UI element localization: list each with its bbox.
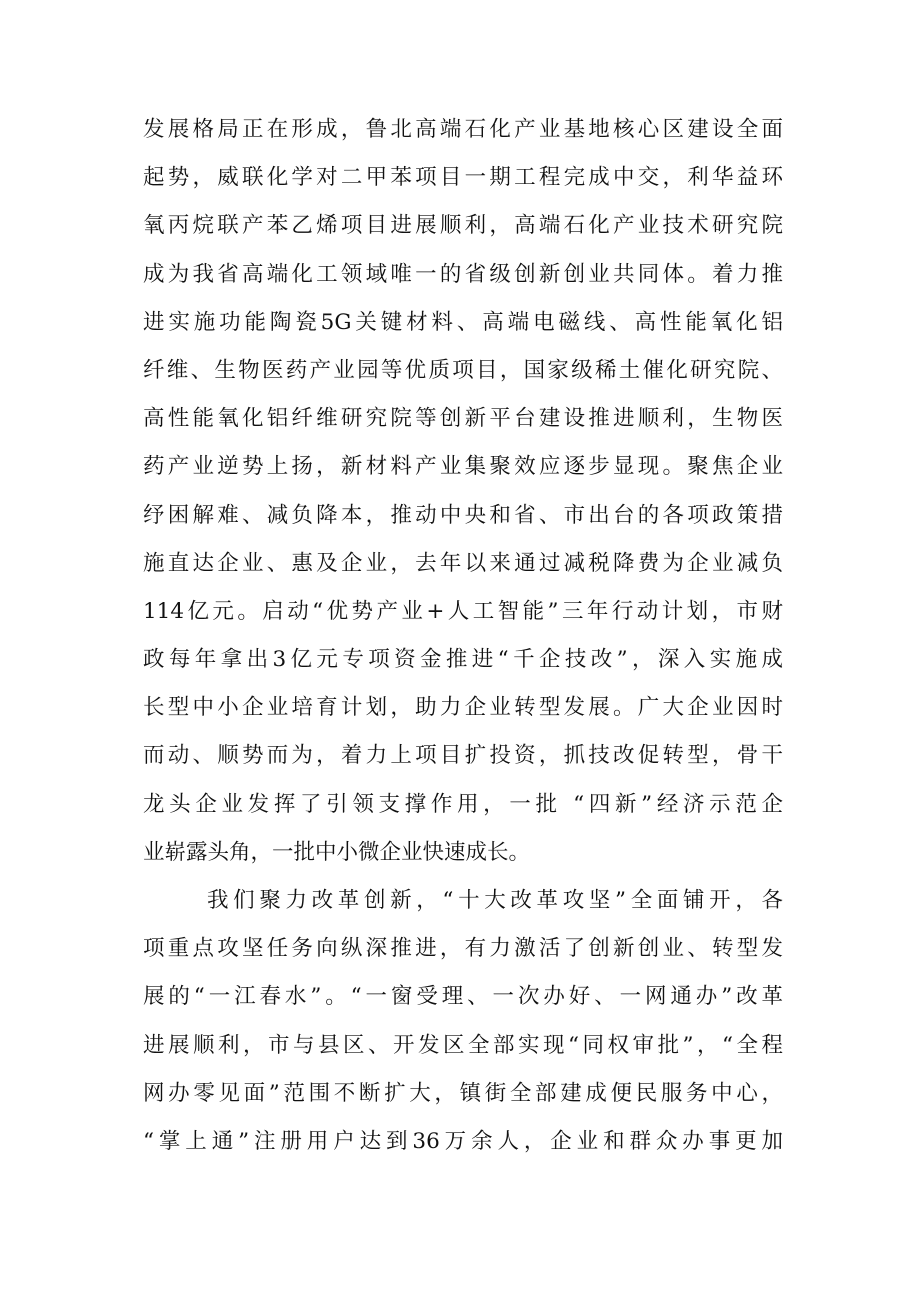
paragraph-line: 药产业逆势上扬，新材料产业集聚效应逐步显现。聚焦企业 [143, 454, 783, 480]
paragraph-line: 进展顺利，市与县区、开发区全部实现“同权审批”，“全程 [143, 1032, 783, 1058]
paragraph-line: 政每年拿出3亿元专项资金推进“千企技改”，深入实施成 [143, 647, 783, 673]
paragraph-line: 我们聚力改革创新，“十大改革攻坚”全面铺开，各 [207, 888, 783, 913]
paragraph-line: 业崭露头角，一批中小微企业快速成长。 [143, 839, 531, 865]
paragraph-line: 发展格局正在形成，鲁北高端石化产业基地核心区建设全面 [143, 117, 783, 142]
paragraph-line: 114亿元。启动“优势产业+人工智能”三年行动计划，市财 [143, 598, 783, 624]
paragraph-line: “掌上通”注册用户达到36万余人，企业和群众办事更加 [143, 1128, 783, 1154]
paragraph-1 [143, 106, 783, 877]
paragraph-line: 纾困解难、减负降本，推动中央和省、市出台的各项政策措 [143, 502, 783, 528]
paragraph-line: 施直达企业、惠及企业，去年以来通过减税降费为企业减负 [143, 550, 783, 576]
paragraph-line: 纤维、生物医药产业园等优质项目，国家级稀土催化研究院、 [143, 357, 783, 383]
paragraph-line: 氧丙烷联产苯乙烯项目进展顺利，高端石化产业技术研究院 [143, 213, 783, 239]
paragraph-line: 龙头企业发挥了引领支撑作用，一批 “四新”经济示范企 [143, 791, 783, 817]
paragraph-line: 网办零见面”范围不断扩大，镇街全部建成便民服务中心， [143, 1080, 783, 1106]
paragraph-line: 成为我省高端化工领域唯一的省级创新创业共同体。着力推 [143, 261, 783, 287]
paragraph-line: 项重点攻坚任务向纵深推进，有力激活了创新创业、转型发 [143, 936, 783, 962]
document-body [143, 106, 783, 1166]
paragraph-line: 起势，威联化学对二甲苯项目一期工程完成中交，利华益环 [143, 165, 783, 191]
paragraph-line: 长型中小企业培育计划，助力企业转型发展。广大企业因时 [143, 695, 783, 721]
paragraph-line: 高性能氧化铝纤维研究院等创新平台建设推进顺利，生物医 [143, 406, 783, 432]
paragraph-line: 而动、顺势而为，着力上项目扩投资，抓技改促转型，骨干 [143, 743, 783, 769]
paragraph-2 [143, 877, 783, 1166]
paragraph-line: 展的“一江春水”。“一窗受理、一次办好、一网通办”改革 [143, 984, 783, 1010]
paragraph-line: 进实施功能陶瓷5G关键材料、高端电磁线、高性能氧化铝 [143, 309, 783, 335]
